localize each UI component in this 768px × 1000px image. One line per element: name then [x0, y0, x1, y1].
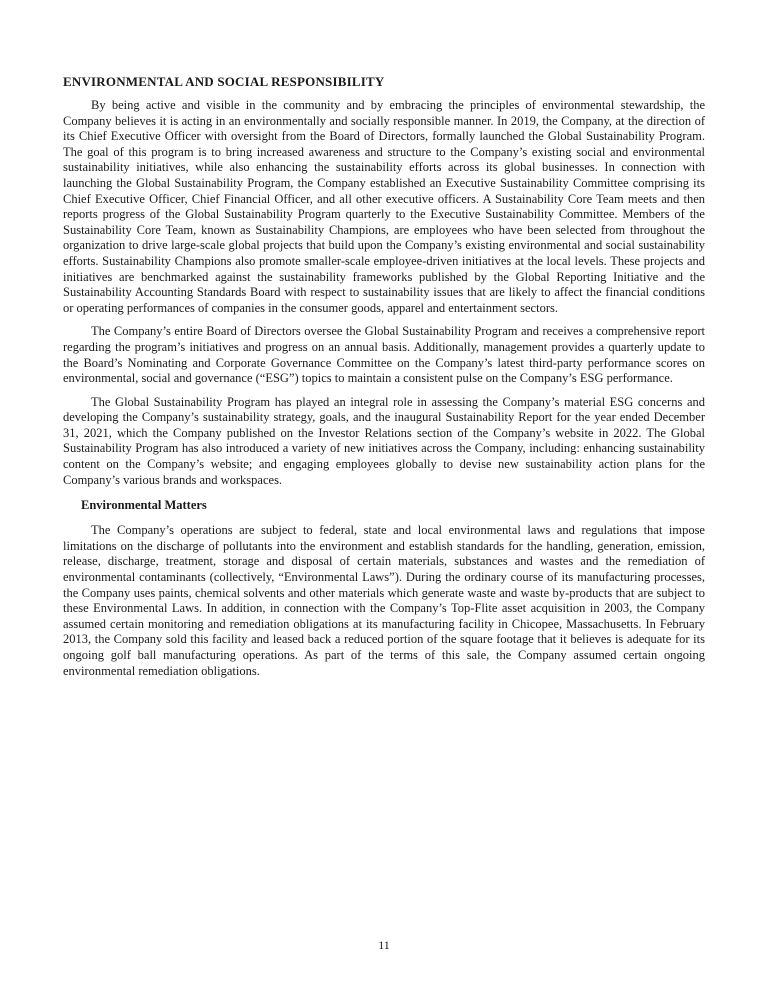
section-heading: ENVIRONMENTAL AND SOCIAL RESPONSIBILITY [63, 74, 385, 89]
paragraph-esg-report: The Global Sustainability Program has played an integral role in assessing the Company’s material ESG concerns and developing the Company’s sustainability strategy, goals, and the inaugural Sustainability Report for the year ended December 31, 2021, which the Company published on the Investor Relations section of the Company’s website in 2022. The Global Sustainability Program has also introduced a variety of new initiatives across the Company, including: enhancing sustainability content on the Company’s website; and engaging employees globally to devise new sustainability action plans for the Company’s various brands and workspaces. [63, 394, 705, 487]
paragraph-sustainability-program: By being active and visible in the community and by embracing the principles of environmental stewardship, the Company believes it is acting in an environmentally and socially responsible manner. In 2019, the Company, at the direction of its Chief Executive Officer with oversight from the Board of Directors, formally launched the Global Sustainability Program. The goal of this program is to bring increased awareness and structure to the Company’s existing social and environmental sustainability initiatives, while also enhancing the sustainability efforts across its global businesses. In connection with launching the Global Sustainability Program, the Company established an Executive Sustainability Committee comprising its Chief Executive Officer, Chief Financial Officer, and all other executive officers. A Sustainability Core Team meets and then reports progress of the Global Sustainability Program quarterly to the Executive Sustainability Committee. Members of the Sustainability Core Team, known as Sustainability Champions, are employees who have been selected from throughout the organization to drive large-scale global projects that build upon the Company’s existing environmental and social sustainability efforts. Sustainability Champions also promote smaller-scale employee-driven initiatives at the local levels. These projects and initiatives are benchmarked against the sustainability frameworks published by the Global Reporting Initiative and the Sustainability Accounting Standards Board with respect to sustainability issues that are likely to affect the financial conditions or operating performances of companies in the consumer goods, apparel and entertainment sectors. [63, 98, 705, 315]
paragraph-board-oversight: The Company’s entire Board of Directors oversee the Global Sustainability Program and receives a comprehensive report regarding the program’s initiatives and progress on an annual basis. Additionally, management provides a quarterly update to the Board’s Nominating and Corporate Governance Committee on the Company’s latest third-party performance scores on environmental, social and governance (“ESG”) topics to maintain a consistent pulse on the Company’s ESG performance. [63, 324, 705, 386]
subsection-heading: Environmental Matters [81, 498, 207, 513]
page-number: 11 [378, 938, 390, 952]
paragraph-environmental-matters: The Company’s operations are subject to federal, state and local environmental laws and regulations that impose limitations on the discharge of pollutants into the environment and establish standards for the handling, generation, emission, release, discharge, treatment, storage and disposal of certain materials, substances and wastes and the remediation of environmental contaminants (collectively, “Environmental Laws”). During the ordinary course of its manufacturing processes, the Company uses paints, chemical solvents and other materials which generate waste and waste by-products that are subject to these Environmental Laws. In addition, in connection with the Company’s Top-Flite asset acquisition in 2003, the Company assumed certain monitoring and remediation obligations at its manufacturing facility in Chicopee, Massachusetts. In February 2013, the Company sold this facility and leased back a reduced portion of the square footage that it believes is adequate for its ongoing golf ball manufacturing operations. As part of the terms of this sale, the Company assumed certain ongoing environmental remediation obligations. [63, 523, 705, 678]
